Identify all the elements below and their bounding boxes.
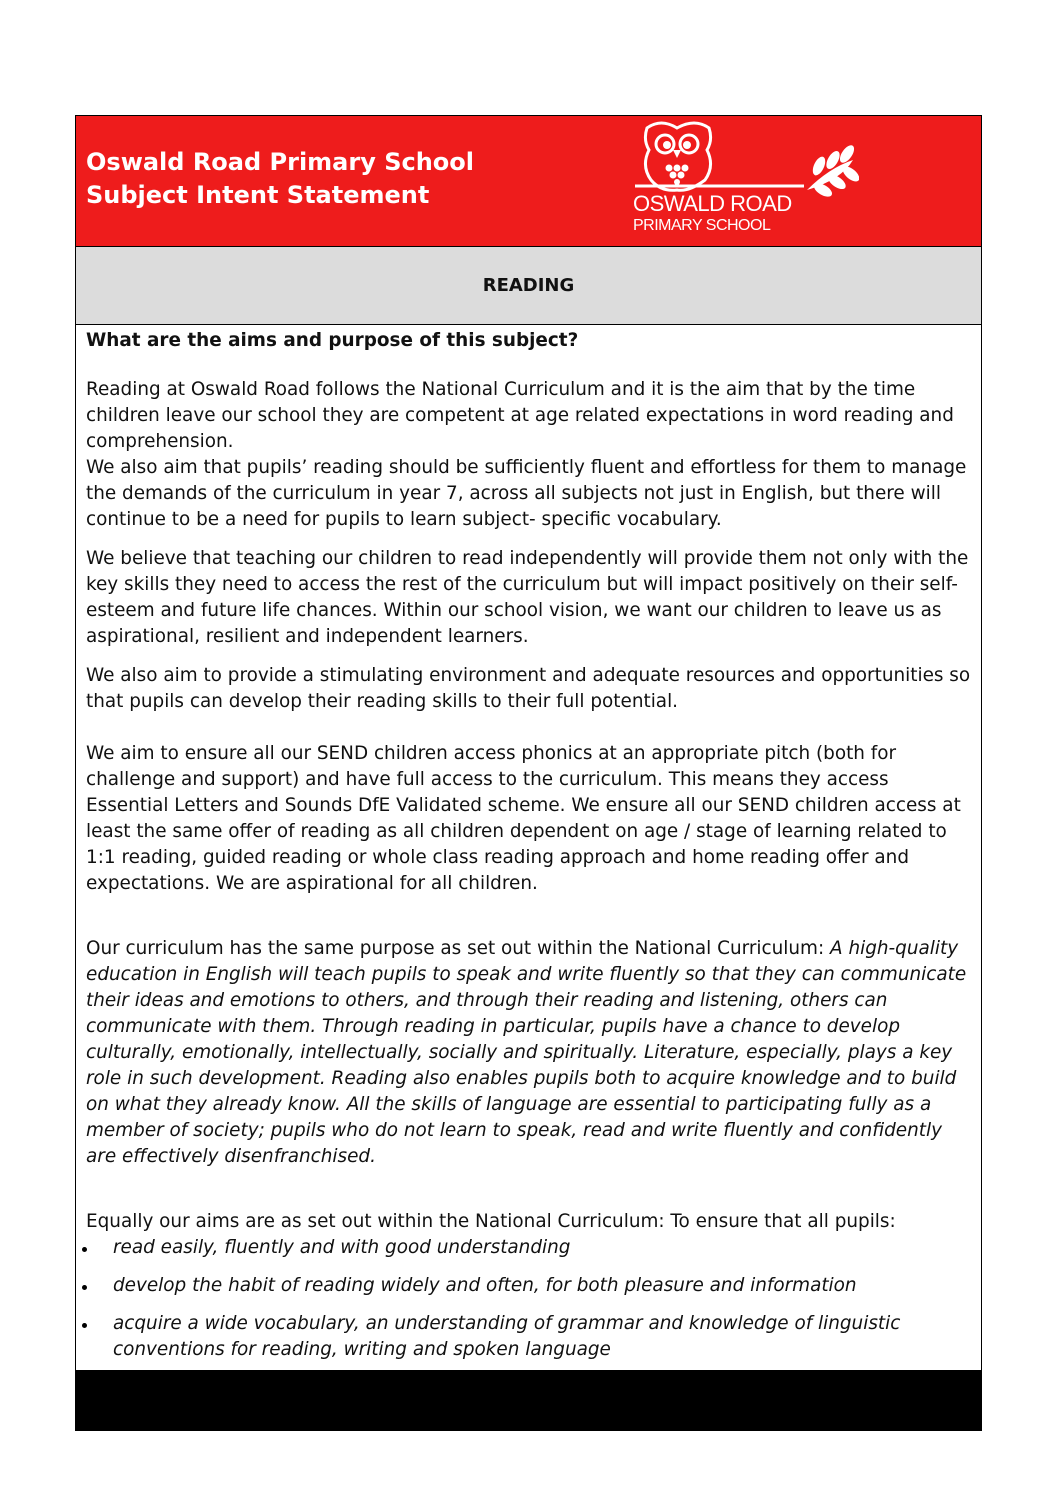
subject-title: READING	[482, 275, 575, 296]
list-item-text: read easily, fluently and with good understanding	[113, 1237, 571, 1258]
national-curriculum-quote: A high-quality education in English will teach pupils to speak and write fluently so that they can communicate their ideas and emotions to others, and through their reading and listening, others can communicate with them. Through reading in particular, pupils have a chance to develop culturally, emotionally, intellectually, socially and spiritually. Literature, especially, plays a key role in such development. Reading also enables pupils both to acquire knowledge and to build on what they already know. All the skills of language are essential to participating fully as a member of society; pupils who do not learn to speak, read and write fluently and confidently are effectively disenfranchised.	[86, 938, 967, 1167]
logo-text-line1: OSWALD ROAD	[633, 191, 792, 216]
paragraph-5: We aim to ensure all our SEND children access phonics at an appropriate pitch (both for challenge and support) and have full access to the curriculum. This means they access Essential Letters and Sounds DfE Validated scheme. We ensure all our SEND children access at least the same offer of reading as all children dependent on age / stage of learning related to 1:1 reading, guided reading or whole class reading approach and home reading offer and expectations. We are aspirational for all children.	[86, 743, 961, 894]
aims-question: What are the aims and purpose of this subject?	[86, 330, 579, 351]
document-frame	[75, 115, 982, 1431]
school-logo	[629, 120, 859, 240]
footer-bar	[76, 1370, 981, 1430]
paragraph-2: We also aim that pupils’ reading should be sufficiently fluent and effortless for them to manage the demands of the curriculum in year 7, across all subjects not just in English, but there will continue to be a need for pupils to learn subject- specific vocabulary.	[86, 457, 967, 530]
subject-bar	[76, 247, 981, 325]
paragraph-3: We believe that teaching our children to read independently will provide them not only with the key skills they need to access the rest of the curriculum but will impact positively on their self-esteem and future life chances. Within our school vision, we want our children to leave us as aspirational, resilient and independent learners.	[86, 548, 969, 647]
paragraph-6-lead: Our curriculum has the same purpose as set out within the National Curriculum:	[86, 938, 831, 959]
bullet-icon	[82, 1247, 87, 1252]
paragraph-4: We also aim to provide a stimulating environment and adequate resources and opportunities so that pupils can develop their reading skills to their full potential.	[86, 665, 971, 712]
bullet-icon	[82, 1285, 87, 1290]
paragraph-7: Equally our aims are as set out within the National Curriculum: To ensure that all pupils:	[86, 1211, 896, 1232]
page-title	[86, 146, 474, 212]
paragraph-1: Reading at Oswald Road follows the National Curriculum and it is the aim that by the time children leave our school they are competent at age related expectations in word reading and comprehension.	[86, 379, 954, 452]
logo-text-line2: PRIMARY SCHOOL	[633, 217, 771, 234]
list-item-text: acquire a wide vocabulary, an understanding of grammar and knowledge of linguistic conventions for reading, writing and spoken language	[113, 1313, 901, 1360]
document-type: Subject Intent Statement	[86, 181, 430, 209]
header-banner	[76, 116, 981, 247]
bullet-icon	[82, 1323, 87, 1328]
school-name: Oswald Road Primary School	[86, 148, 475, 176]
paragraph-6	[86, 936, 976, 1170]
list-item-text: develop the habit of reading widely and often, for both pleasure and information	[113, 1275, 857, 1296]
